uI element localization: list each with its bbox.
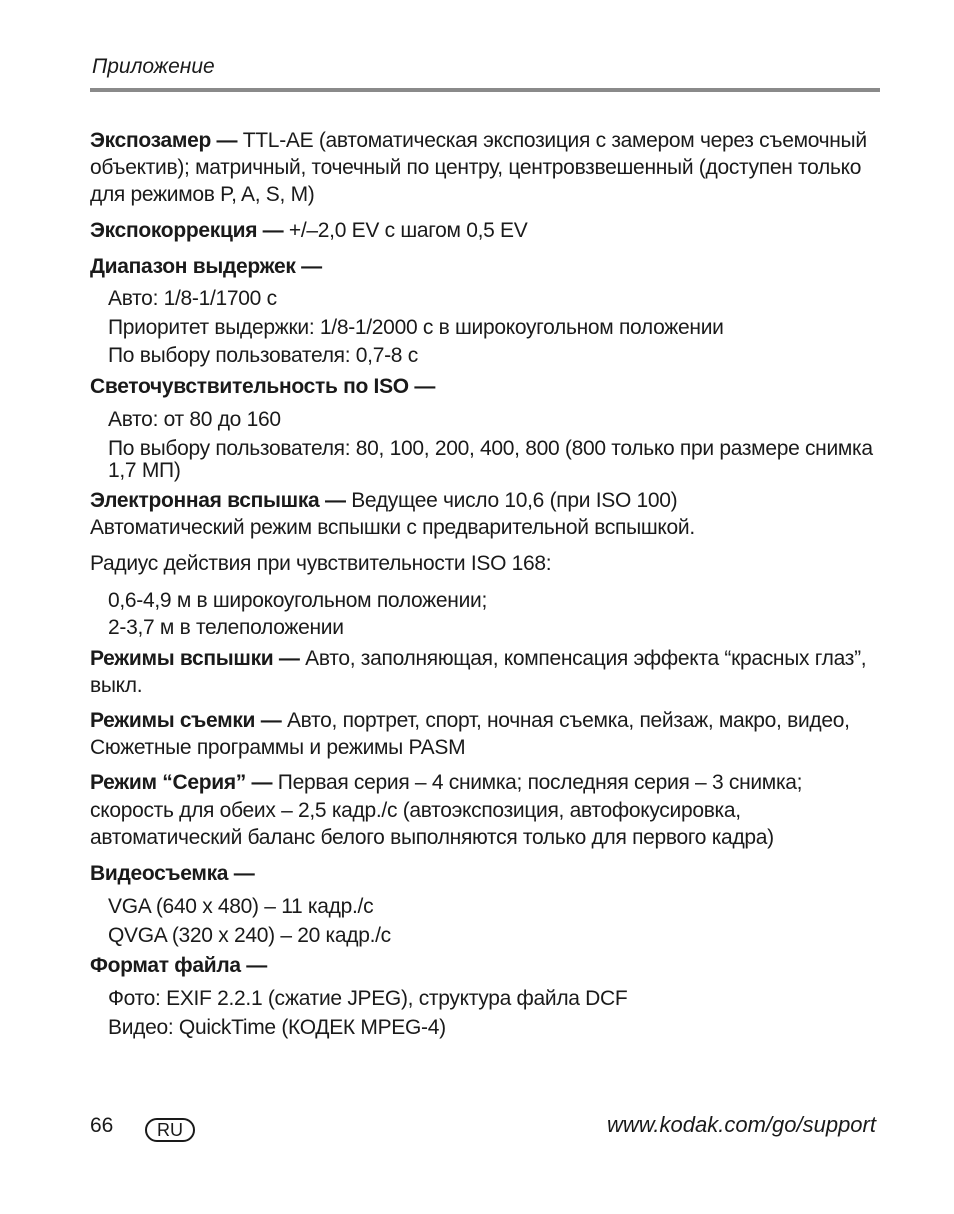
- spec-text: Первая серия – 4 снимка; последняя серия – 3 снимка;: [272, 771, 803, 794]
- spec-text: выкл.: [90, 674, 143, 697]
- spec-text: объектив); матричный, точечный по центру, центровзвешенный (доступен только: [90, 156, 862, 179]
- section-title: Приложение: [92, 55, 215, 78]
- spec-shutter-label: [90, 254, 322, 280]
- spec-exposure: [90, 128, 867, 154]
- spec-label: Формат файла —: [90, 954, 267, 977]
- spec-text: для режимов P, A, S, M): [90, 183, 315, 206]
- spec-text: Ведущее число 10,6 (при ISO 100): [345, 489, 678, 512]
- header-divider: [90, 88, 880, 92]
- spec-text: скорость для обеих – 2,5 кадр./с (автоэкспозиция, автофокусировка,: [90, 799, 741, 822]
- spec-item: По выбору пользователя: 0,7-8 с: [108, 344, 418, 367]
- language-badge: RU: [145, 1118, 195, 1142]
- spec-text: Автоматический режим вспышки с предварительной вспышкой.: [90, 516, 695, 539]
- spec-label: Экспозамер —: [90, 129, 238, 152]
- spec-flash: [90, 488, 677, 514]
- spec-item: VGA (640 x 480) – 11 кадр./с: [108, 895, 374, 918]
- spec-text: Авто, портрет, спорт, ночная съемка, пейзаж, макро, видео,: [281, 709, 850, 732]
- spec-label: Режим “Серия” —: [90, 771, 273, 794]
- spec-item: QVGA (320 x 240) – 20 кадр./с: [108, 924, 391, 947]
- spec-text: автоматический баланс белого выполняются только для первого кадра): [90, 826, 774, 849]
- spec-burst: [90, 770, 802, 796]
- spec-item: Авто: от 80 до 160: [108, 408, 281, 431]
- spec-item: Видео: QuickTime (КОДЕК MPEG-4): [108, 1016, 446, 1039]
- page-number: 66: [90, 1114, 114, 1137]
- spec-item: По выбору пользователя: 80, 100, 200, 400, 800 (800 только при размере снимка: [108, 437, 873, 460]
- support-url: www.kodak.com/go/support: [606, 1112, 876, 1137]
- spec-flash-modes: [90, 646, 866, 672]
- spec-file-format-label: [90, 953, 267, 979]
- spec-label: Режимы вспышки —: [90, 647, 300, 670]
- spec-label: Светочувствительность по ISO —: [90, 375, 436, 398]
- spec-item: Приоритет выдержки: 1/8-1/2000 с в широкоугольном положении: [108, 316, 724, 339]
- spec-label: Диапазон выдержек —: [90, 255, 322, 278]
- spec-label: Видеосъемка —: [90, 862, 255, 885]
- spec-label: Режимы съемки —: [90, 709, 282, 732]
- spec-item: 2-3,7 м в телеположении: [108, 616, 344, 639]
- spec-text: Авто, заполняющая, компенсация эффекта “красных глаз”,: [299, 647, 867, 670]
- spec-item: 0,6-4,9 м в широкоугольном положении;: [108, 589, 487, 612]
- spec-text: +/–2,0 EV с шагом 0,5 EV: [283, 219, 528, 242]
- spec-label: Электронная вспышка —: [90, 489, 346, 512]
- spec-item: Авто: 1/8-1/1700 с: [108, 287, 277, 310]
- spec-text: TTL-AE (автоматическая экспозиция с замером через съемочный: [237, 129, 867, 152]
- spec-label: Экспокоррекция —: [90, 219, 284, 242]
- spec-item: Фото: EXIF 2.2.1 (сжатие JPEG), структура файла DCF: [108, 987, 628, 1010]
- spec-shooting-modes: [90, 708, 850, 734]
- spec-video-label: [90, 861, 254, 887]
- spec-iso-label: [90, 374, 435, 400]
- spec-text: Радиус действия при чувствительности ISO 168:: [90, 552, 552, 575]
- spec-text: Сюжетные программы и режимы PASM: [90, 736, 466, 759]
- spec-item: 1,7 МП): [108, 459, 181, 482]
- spec-exposure-compensation: [90, 218, 527, 244]
